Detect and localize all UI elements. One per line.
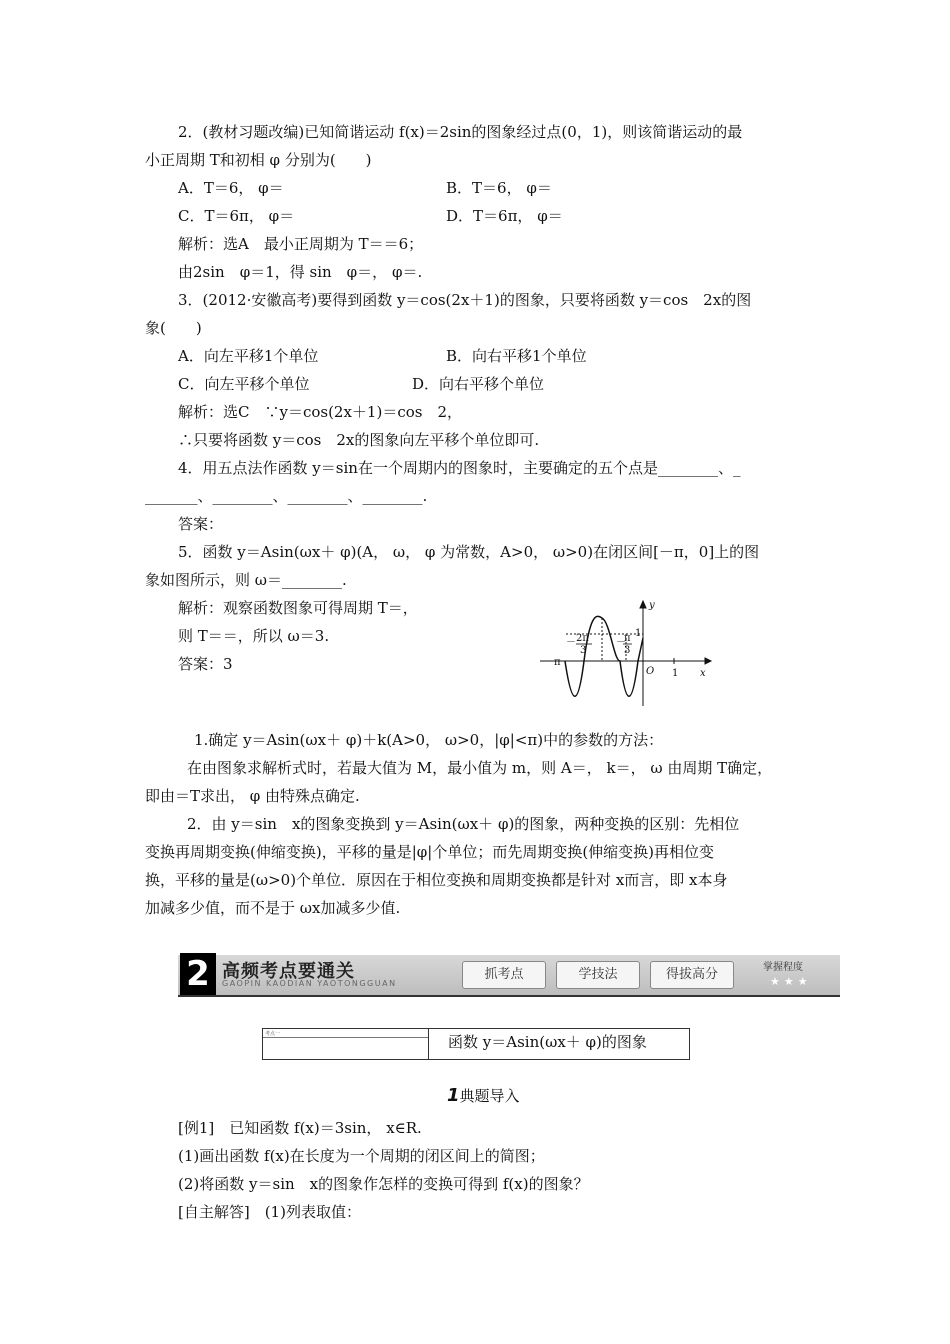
q2-option-b: B．T＝6， φ＝	[446, 179, 552, 197]
banner-pinyin: GAOPIN KAODIAN YAOTONGGUAN	[222, 979, 397, 988]
q3-line2: 象( )	[145, 319, 202, 337]
method-1-line1: 在由图象求解析式时，若最大值为 M，最小值为 m，则 A＝， k＝， ω 由周期 T确定，	[187, 759, 773, 777]
topic-title: 函数 y＝Asin(ωx＋ φ)的图象	[448, 1033, 647, 1051]
x-axis-arrow-icon	[705, 658, 711, 664]
origin-label: O	[646, 666, 655, 677]
section-heading	[447, 1085, 520, 1106]
high-score-button[interactable]: 得拔高分	[650, 961, 734, 989]
method-1-line2: 即由＝T求出， φ 由特殊点确定.	[145, 787, 360, 805]
x-axis-label: x	[700, 668, 706, 679]
q2-option-d: D．T＝6π， φ＝	[446, 207, 563, 225]
topic-table	[262, 1028, 690, 1060]
q2-option-c: C．T＝6π， φ＝	[178, 207, 295, 225]
tick-a-denominator: 3	[580, 645, 587, 656]
q2-line1: 2．(教材习题改编)已知简谐运动 f(x)＝2sin的图象经过点(0，1)，则该简谐运动的最	[178, 123, 743, 141]
q3-line1: 3．(2012·安徽高考)要得到函数 y＝cos(2x＋1)的图象，只要将函数 y＝cos 2x的图	[178, 291, 752, 309]
tick-a-numerator: 2π	[576, 633, 589, 644]
sine-graph	[540, 598, 715, 708]
q5-solution-2: 则 T＝＝，所以 ω＝3.	[178, 627, 330, 645]
banner-number: 2	[180, 953, 216, 995]
q3-option-c: C．向左平移个单位	[178, 375, 310, 393]
x-one-label: 1	[672, 668, 679, 679]
example-1-part2: (2)将函数 y＝sin x的图象作怎样的变换可得到 f(x)的图象？	[178, 1175, 589, 1193]
method-2-line1: 2．由 y＝sin x的图象变换到 y＝Asin(ωx＋ φ)的图象，两种变换的区别：先相位	[187, 815, 740, 833]
sine-curve	[565, 616, 643, 696]
neg-pi-label: －π	[544, 657, 561, 668]
method-2-line3: 换，平移的量是(ω>0)个单位．原因在于相位变换和周期变换都是针对 x而言，即 x本身	[145, 871, 728, 889]
mastery-label: 掌握程度	[763, 962, 803, 973]
q2-solution-1: 解析：选A 最小正周期为 T＝＝6；	[178, 235, 424, 253]
q5-solution-1: 解析：观察函数图象可得周期 T＝，	[178, 599, 418, 617]
q5-answer: 答案：3	[178, 655, 233, 673]
topic-tiny-label: 考点一	[265, 1031, 281, 1037]
q4-line2: _______、________、________、________.	[145, 487, 428, 505]
y-one-label: 1	[635, 628, 642, 639]
q2-option-a: A．T＝6， φ＝	[178, 179, 284, 197]
q3-solution-1: 解析：选C ∵y＝cos(2x＋1)＝cos 2，	[178, 403, 463, 421]
q3-option-b: B．向右平移1个单位	[446, 347, 587, 365]
grasp-points-button[interactable]: 抓考点	[462, 961, 546, 989]
q3-option-d: D．向右平移个单位	[412, 375, 545, 393]
learn-methods-button[interactable]: 学技法	[556, 961, 640, 989]
tick-b-denominator: 3	[624, 645, 631, 656]
q3-option-a: A．向左平移1个单位	[178, 347, 319, 365]
section-banner	[178, 955, 840, 997]
section-label: 典题导入	[459, 1087, 520, 1105]
q4-line1: 4．用五点法作函数 y＝sin在一个周期内的图象时，主要确定的五个点是________、_	[178, 459, 741, 477]
mastery-stars-icon: ★★★	[770, 975, 812, 988]
method-2-line4: 加减多少值，而不是于 ωx加减多少值.	[145, 899, 401, 917]
example-1-part1: (1)画出函数 f(x)在长度为一个周期的闭区间上的简图；	[178, 1147, 545, 1165]
y-axis-label: y	[649, 600, 655, 611]
q2-line2: 小正周期 T和初相 φ 分别为( )	[145, 151, 372, 169]
example-1-solution: [自主解答] (1)列表取值：	[178, 1203, 361, 1221]
section-number: 1	[447, 1085, 460, 1106]
method-1-heading: 1.确定 y＝Asin(ωx＋ φ)＋k(A>0， ω>0，|φ|<π)中的参数的方法：	[194, 731, 664, 749]
topic-table-left-cell	[263, 1029, 429, 1059]
tick-b-sign: －	[616, 637, 626, 648]
q2-solution-2: 由2sin φ＝1，得 sin φ＝， φ＝.	[178, 263, 423, 281]
q5-line2: 象如图所示，则 ω＝________.	[145, 571, 347, 589]
example-1-statement: [例1] 已知函数 f(x)＝3sin， x∈R.	[178, 1119, 422, 1137]
y-axis-arrow-icon	[640, 601, 646, 608]
banner-title: 高频考点要通关	[222, 961, 355, 982]
q4-answer: 答案：	[178, 515, 224, 533]
tick-a-sign: －	[566, 637, 576, 648]
q3-solution-2: ∴只要将函数 y＝cos 2x的图象向左平移个单位即可.	[178, 431, 540, 449]
tick-b-numerator: π	[624, 633, 631, 644]
q5-line1: 5．函数 y＝Asin(ωx＋ φ)(A， ω， φ 为常数，A>0， ω>0)在闭区间[－π，0]上的图	[178, 543, 760, 561]
method-2-line2: 变换再周期变换(伸缩变换)，平移的量是|φ|个单位；而先周期变换(伸缩变换)再相位变	[145, 843, 715, 861]
